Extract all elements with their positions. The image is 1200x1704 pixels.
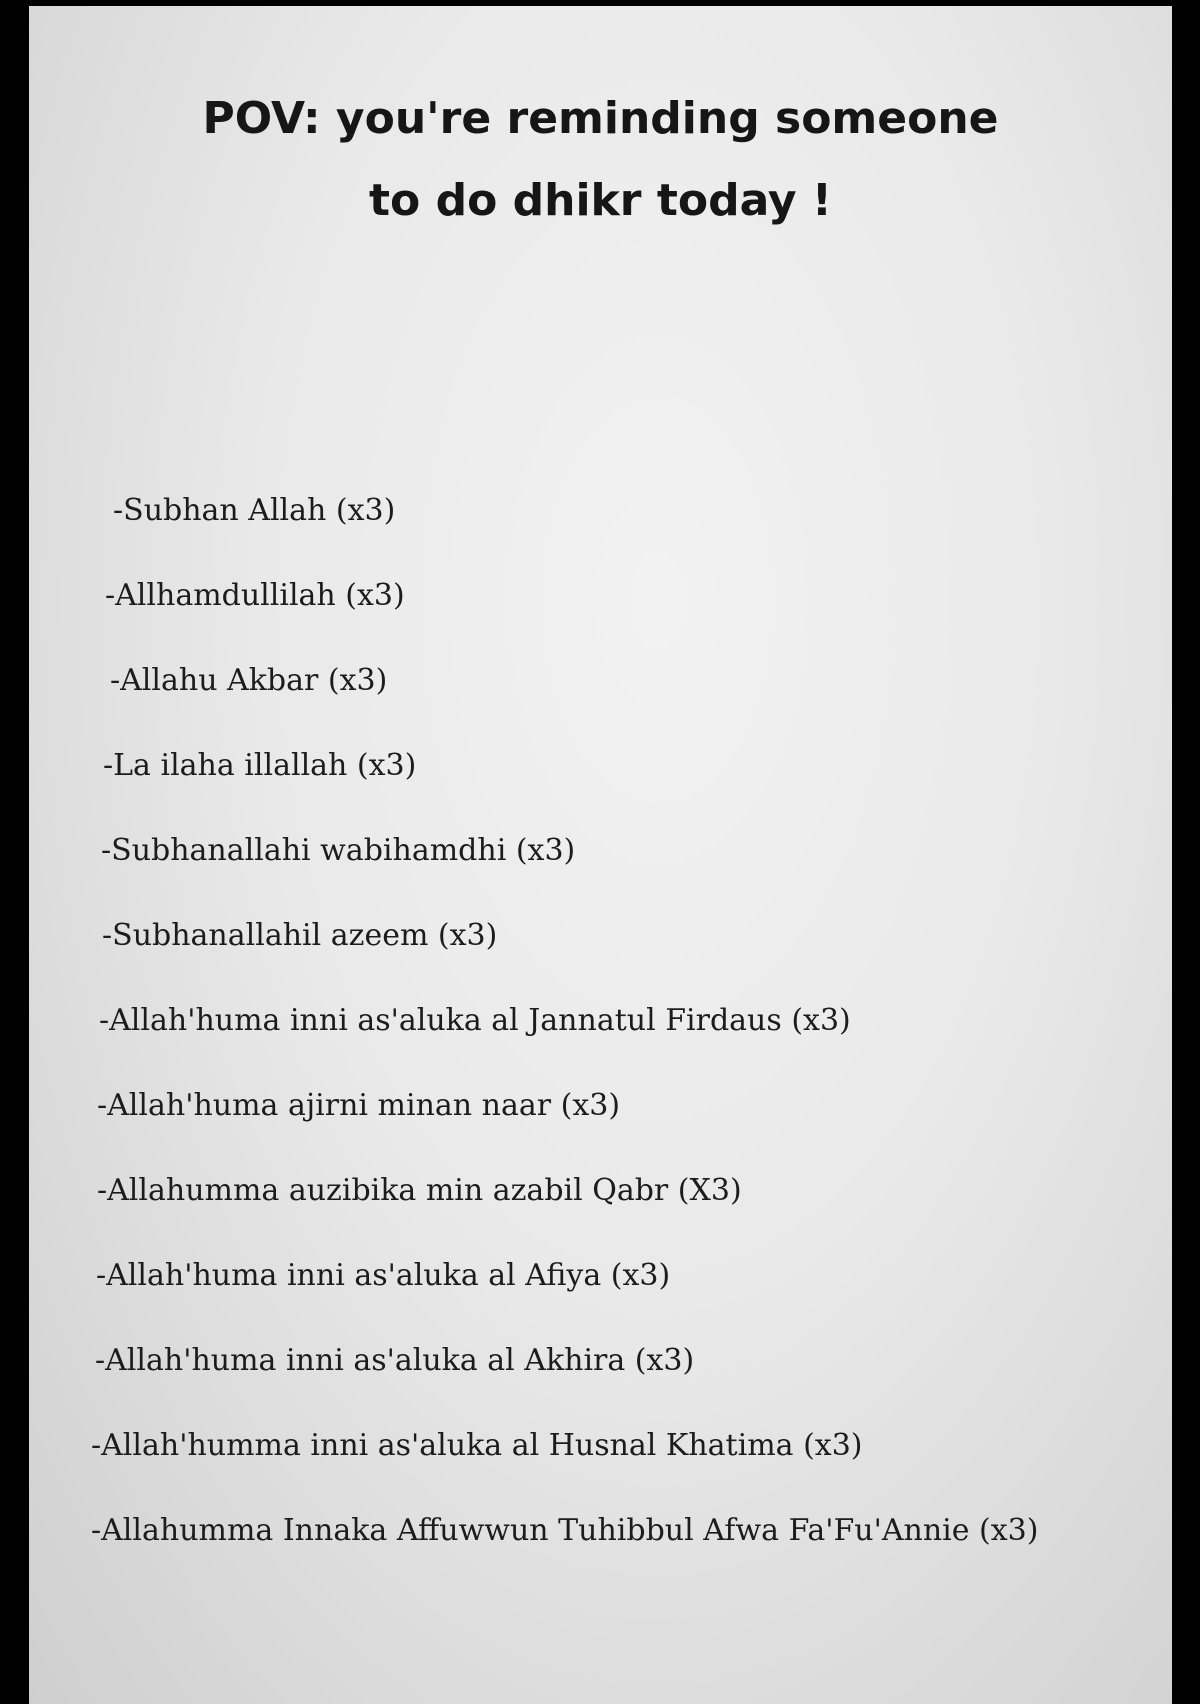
list-item: -Allhamdullilah (x3) xyxy=(105,578,405,613)
list-item: -Allah'huma inni as'aluka al Jannatul Firdaus (x3) xyxy=(99,1003,851,1038)
list-item: -La ilaha illallah (x3) xyxy=(103,748,417,783)
list-item: -Subhanallahil azeem (x3) xyxy=(102,918,498,953)
dhikr-list xyxy=(29,6,1172,1704)
list-item: -Allah'humma inni as'aluka al Husnal Khatima (x3) xyxy=(91,1428,863,1463)
paper-page xyxy=(29,6,1172,1704)
list-item: -Subhanallahi wabihamdhi (x3) xyxy=(101,833,576,868)
list-item: -Allahu Akbar (x3) xyxy=(110,663,388,698)
list-item: -Allahumma Innaka Affuwwun Tuhibbul Afwa Fa'Fu'Annie (x3) xyxy=(91,1513,1039,1548)
title-line-2: to do dhikr today ! xyxy=(369,175,832,226)
list-item: -Allah'huma ajirni minan naar (x3) xyxy=(97,1088,621,1123)
list-item: -Allah'huma inni as'aluka al Akhira (x3) xyxy=(95,1343,695,1378)
title-line-1: POV: you're reminding someone xyxy=(202,93,999,144)
list-item: -Allahumma auzibika min azabil Qabr (X3) xyxy=(97,1173,742,1208)
list-item: -Allah'huma inni as'aluka al Afiya (x3) xyxy=(96,1258,671,1293)
list-item: -Subhan Allah (x3) xyxy=(113,493,396,528)
